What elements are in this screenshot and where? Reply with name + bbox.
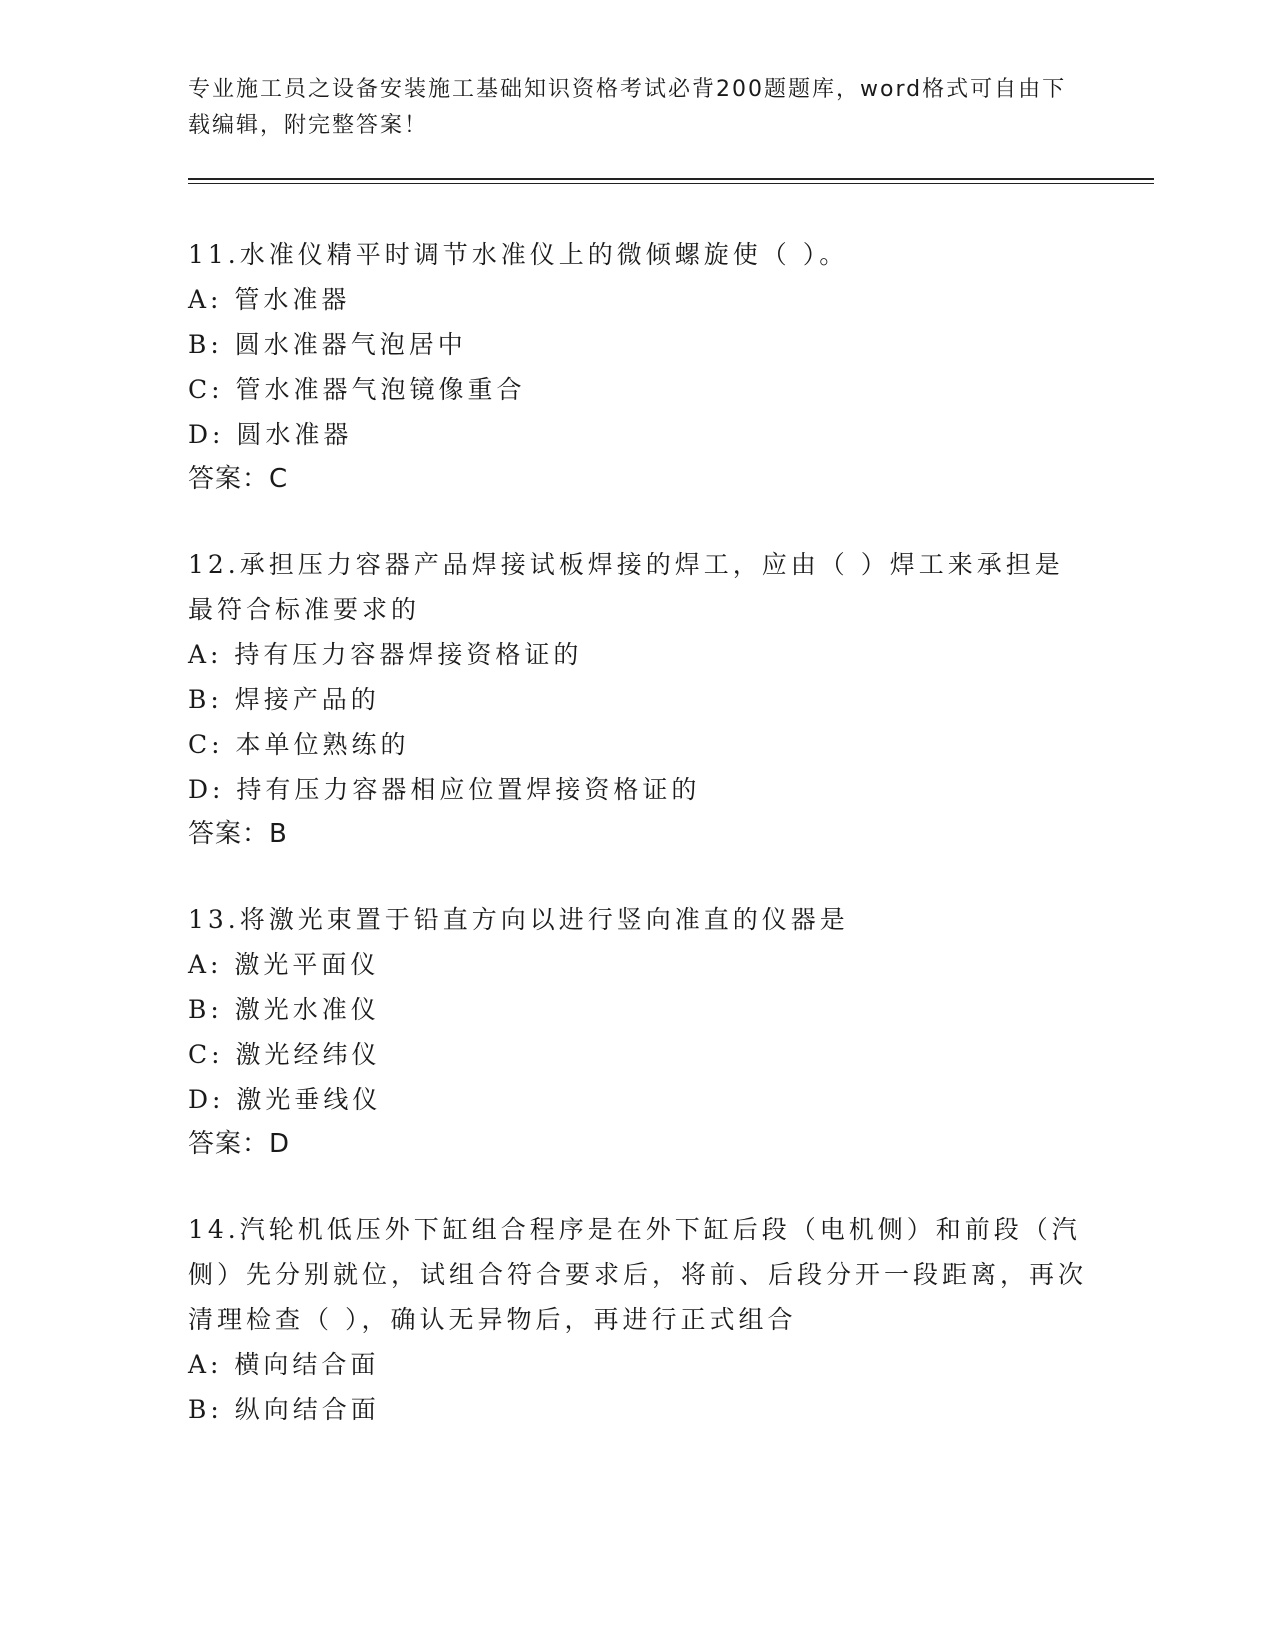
question-list	[188, 232, 1088, 1472]
question-12	[188, 542, 1088, 857]
answer: 答案：B	[188, 819, 288, 849]
question-stem: 14.汽轮机低压外下缸组合程序是在外下缸后段（电机侧）和前段（汽侧）先分别就位，试组合符合要求后，将前、后段分开一段距离，再次清理检查（ ），确认无异物后，再进行正式组合	[188, 1215, 1088, 1334]
answer: 答案：C	[188, 464, 289, 494]
option-a: A: 持有压力容器焊接资格证的	[188, 640, 583, 669]
header-divider	[188, 178, 1154, 184]
option-b: B: 圆水准器气泡居中	[188, 330, 467, 359]
question-14	[188, 1207, 1088, 1432]
question-13	[188, 897, 1088, 1167]
option-b: B: 激光水准仪	[188, 995, 380, 1024]
question-stem: 11.水准仪精平时调节水准仪上的微倾螺旋使（ ）。	[188, 240, 849, 269]
question-stem: 12.承担压力容器产品焊接试板焊接的焊工，应由（ ）焊工来承担是最符合标准要求的	[188, 550, 1064, 624]
option-d: D: 持有压力容器相应位置焊接资格证的	[188, 775, 701, 804]
option-b: B: 焊接产品的	[188, 685, 380, 714]
option-b: B: 纵向结合面	[188, 1395, 380, 1424]
option-d: D: 圆水准器	[188, 420, 353, 449]
question-stem: 13.将激光束置于铅直方向以进行竖向准直的仪器是	[188, 905, 849, 934]
document-header-text: 专业施工员之设备安装施工基础知识资格考试必背200题题库，word格式可自由下载编辑，附完整答案！	[188, 77, 1067, 138]
option-d: D: 激光垂线仪	[188, 1085, 382, 1114]
question-11	[188, 232, 1088, 502]
option-a: A: 管水准器	[188, 285, 351, 314]
option-a: A: 激光平面仪	[188, 950, 380, 979]
option-c: C: 本单位熟练的	[188, 730, 410, 759]
answer: 答案：D	[188, 1129, 291, 1159]
option-c: C: 管水准器气泡镜像重合	[188, 375, 526, 404]
option-c: C: 激光经纬仪	[188, 1040, 381, 1069]
document-header	[188, 72, 1068, 144]
option-a: A: 横向结合面	[188, 1350, 380, 1379]
